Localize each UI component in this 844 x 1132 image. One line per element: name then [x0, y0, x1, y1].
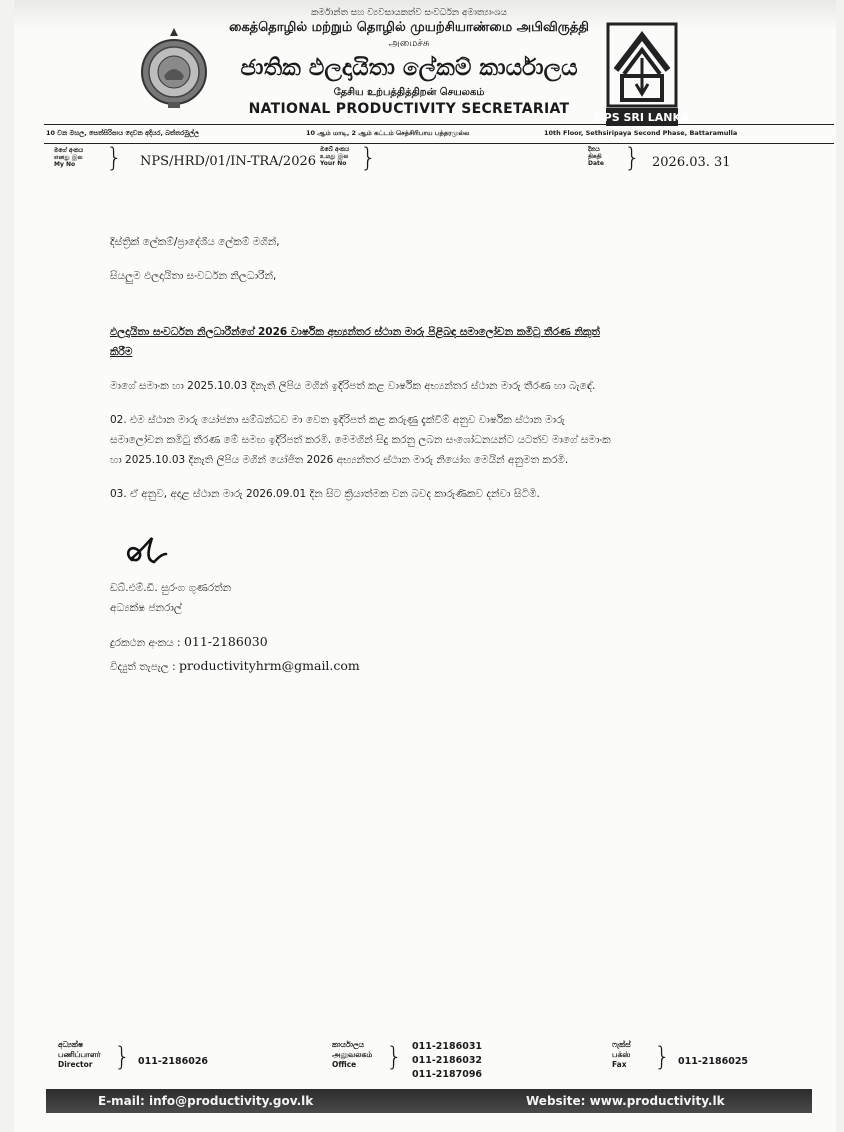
- nps-logo-icon: [594, 22, 690, 126]
- fax-label: ෆැක්ස් பக்ஸ் Fax: [612, 1040, 631, 1069]
- org-name-sinhala: ජාතික ඵලදායිතා ලේකම් කාර්යාලය: [240, 55, 578, 81]
- subject-line-2: කිරීම: [110, 346, 133, 358]
- nps-logo-text: NPS SRI LANKA: [594, 111, 690, 124]
- fax-number: 011-2186025: [678, 1056, 749, 1067]
- brace: }: [624, 143, 641, 173]
- org-name-english: NATIONAL PRODUCTIVITY SECRETARIAT: [248, 101, 570, 117]
- address-bar: [44, 124, 834, 144]
- brace: }: [106, 143, 123, 173]
- government-crest-icon: [138, 26, 210, 110]
- director-phone: 011-2186026: [138, 1056, 209, 1067]
- brace: }: [360, 143, 377, 173]
- your-no-label: ඔබේ අංකය உமது இல Your No: [320, 146, 350, 167]
- letter-page: [14, 0, 836, 1132]
- phone-number: 011-2186030: [183, 634, 268, 649]
- date-label: දිනය திகதி Date: [588, 146, 604, 167]
- paragraph-3: 03. ඒ අනුව, අදාළ ස්ථාන මාරු 2026.09.01 දින සිට ක්‍රියාත්මක වන බවද කාරුණිකව දන්වා සිටිමි.: [110, 488, 540, 500]
- my-no-label: මගේ අංකය எனது இல My No: [54, 147, 84, 168]
- date-value: 2026.03. 31: [652, 155, 731, 170]
- email-line: [110, 656, 360, 677]
- subject-line-1: ඵලදායිතා සංවර්ධන නිලධාරීන්ගේ 2026 වාර්ෂික අභ්‍යන්තර ස්ථාන මාරු පිළිබඳ සමාලෝචන කමිටු තීරණ නිකුත්: [110, 326, 600, 338]
- brace: }: [114, 1042, 131, 1072]
- address-tamil: 10 ஆம் மாடி, 2 ஆம் கட்டம் செத்சிரிபாய பத்தரமுல்ல: [306, 129, 470, 137]
- paragraph-2-line-1: 02. එම ස්ථාන මාරු යෝජනා සම්බන්ධව මා වෙත ඉදිරිපත් කළ කරුණු දැක්වීම් අනුව වාර්ෂික ස්ථාන මාරු: [110, 414, 565, 426]
- addressee-1: දිස්ත්‍රික් ලේකම්/ප්‍රාදේශීය ලේකම් මගින්,: [110, 236, 280, 248]
- address-english: 10th Floor, Sethsiripaya Second Phase, Battaramulla: [544, 129, 738, 137]
- phone-label: දුරකථන අංකය :: [110, 637, 181, 649]
- footer-bar: [46, 1089, 812, 1113]
- phone-line: [110, 632, 268, 653]
- paragraph-1: මාගේ සමාංක හා 2025.10.03 දිනැති ලිපිය මගින් ඉදිරිපත් කළ වාර්ෂික අභ්‍යන්තර ස්ථාන මාරු තීරණ හා බැඳේ.: [110, 380, 596, 392]
- office-phone-3: 011-2187096: [412, 1069, 483, 1080]
- ministry-tamil: கைத்தொழில் மற்றும் தொழில் முயற்சியாண்மை அபிவிருத்தி: [229, 20, 589, 35]
- office-label: කාර්යාලය அலுவலகம் Office: [332, 1040, 373, 1069]
- addressee-2: සියලුම ඵලදායිතා සංවර්ධන නිලධාරීන්,: [110, 270, 277, 282]
- office-phone-1: 011-2186031: [412, 1041, 483, 1052]
- org-name-tamil: தேசிய உற்பத்தித்திறன் செயலகம்: [333, 87, 485, 98]
- footer-website: Website: www.productivity.lk: [526, 1094, 725, 1108]
- address-sinhala: 10 වන මහල, සෙත්සිරිපාය දෙවන අදියර, බත්තරමුල්ල: [46, 129, 199, 137]
- director-label: අධ්‍යක්ෂ பணிப்பாளர் Director: [58, 1040, 101, 1069]
- signer-title: අධ්‍යක්ෂ ජනරාල්: [110, 602, 182, 614]
- ministry-tamil-2: அமைச்சு: [388, 38, 430, 49]
- signer-name: ඩබ්.එම්.ඩී. සුරංග ගුණරත්න: [110, 582, 232, 594]
- paragraph-2-line-3: හා 2025.10.03 දිනැති ලිපිය මගින් යෝජිත 2026 අභ්‍යන්තර ස්ථාන මාරු නියෝග මෙයින් අනුමත කරමි.: [110, 454, 569, 466]
- brace: }: [654, 1042, 671, 1072]
- paragraph-2-line-2: සමාලෝචන කමිටු තීරණ මේ සමඟ ඉදිරිපත් කරමි. මෙමගින් සිදු කරනු ලබන සංශෝධනයන්ට යටත්ව මාගේ සමාංක: [110, 434, 611, 446]
- office-phone-2: 011-2186032: [412, 1055, 483, 1066]
- ministry-sinhala: කර්මාන්ත සහ ව්‍යවසායකත්ව සංවර්ධන අමාත්‍යාංශය: [311, 8, 507, 18]
- brace: }: [386, 1042, 403, 1072]
- footer-email: E-mail: info@productivity.gov.lk: [98, 1094, 314, 1108]
- email-label: විද්‍යුත් තැපැල :: [110, 661, 176, 673]
- my-no-value: NPS/HRD/01/IN-TRA/2026: [140, 154, 317, 169]
- email-address: productivityhrm@gmail.com: [179, 658, 360, 673]
- signature-icon: [118, 532, 178, 572]
